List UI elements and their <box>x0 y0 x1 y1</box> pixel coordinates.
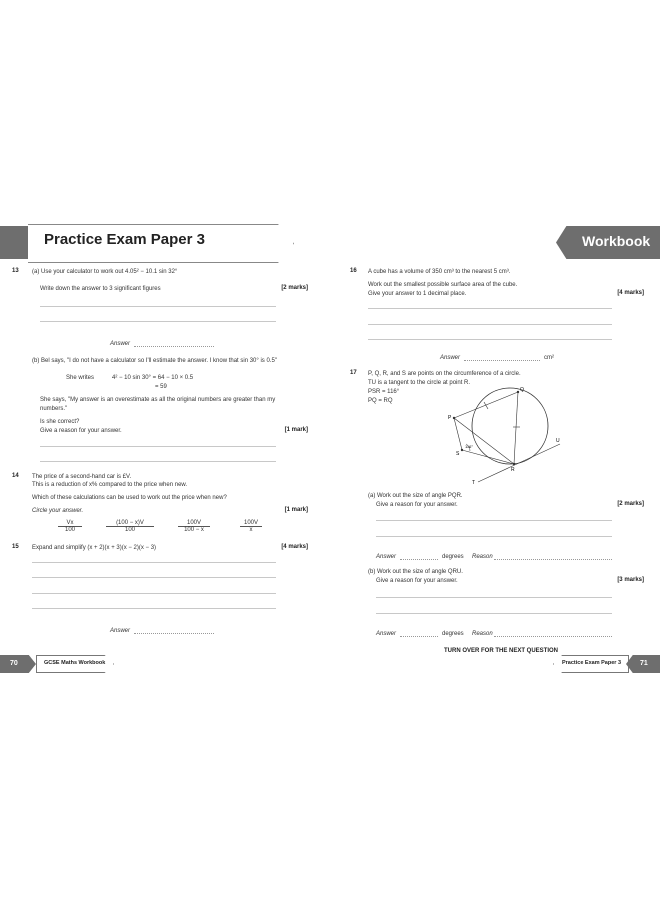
q15-marks: [4 marks] <box>281 544 308 550</box>
q13a-instruction: Write down the answer to 3 significant figures <box>40 286 161 292</box>
q17-line2: TU is a tangent to the circle at point R. <box>368 380 471 386</box>
answer-line[interactable] <box>40 461 276 462</box>
q17b-prompt: (b) Work out the size of angle QRU. <box>368 569 463 575</box>
q17b-marks: [3 marks] <box>617 577 644 583</box>
option-numerator: (100 − x)V <box>106 520 154 527</box>
q14-line1: The price of a second-hand car is £V. <box>32 474 132 480</box>
q13b-calc-line2: = 59 <box>155 384 167 390</box>
answer-line[interactable] <box>40 321 276 322</box>
q17-line3: PSR = 116° <box>368 389 400 395</box>
q13b-marks: [1 mark] <box>284 427 308 433</box>
q13b-reason-prompt: Give a reason for your answer. <box>40 428 122 434</box>
q14-instruction: Circle your answer. <box>32 508 84 514</box>
answer-unit: cm² <box>544 355 554 361</box>
q14-option-3[interactable] <box>178 520 210 533</box>
answer-line[interactable] <box>40 446 276 447</box>
answer-field[interactable] <box>400 559 438 560</box>
option-numerator: 100V <box>178 520 210 527</box>
label-r: R <box>511 467 515 473</box>
answer-field[interactable] <box>134 346 214 347</box>
answer-label: Answer <box>110 628 131 634</box>
reason-label: Reason <box>472 554 493 560</box>
option-numerator: Vx <box>58 520 82 527</box>
label-s: S <box>456 451 460 457</box>
option-denominator: 100 − x <box>184 527 204 533</box>
q13b-calc-line1: 4² − 10 sin 30° = 64 − 10 × 0.5 <box>112 375 194 381</box>
q13a-prompt: (a) Use your calculator to work out 4.05² − 10.1 sin 32° <box>32 269 178 275</box>
answer-label: Answer <box>440 355 461 361</box>
q15-prompt: Expand and simplify (x + 2)(x + 3)(x − 2)(x − 3) <box>32 545 157 551</box>
page-number-tab <box>0 655 36 673</box>
answer-field[interactable] <box>464 360 540 361</box>
q17a-prompt: (a) Work out the size of angle PQR. <box>368 493 463 499</box>
q17a-marks: [2 marks] <box>617 501 644 507</box>
angle-label: 116° <box>465 444 473 449</box>
q14-marks: [1 mark] <box>284 507 308 513</box>
answer-line[interactable] <box>32 608 276 609</box>
label-q: Q <box>520 387 524 393</box>
question-number: 17 <box>350 370 357 376</box>
page-title: Practice Exam Paper 3 <box>44 231 205 248</box>
option-denominator: 100 <box>64 527 75 533</box>
q13b-says-line2: numbers." <box>40 406 68 412</box>
answer-label: Answer <box>376 631 397 637</box>
answer-line[interactable] <box>40 306 276 307</box>
degrees-label: degrees <box>442 554 464 560</box>
q13a-marks: [2 marks] <box>281 285 308 291</box>
q17-line4: PQ = RQ <box>368 398 393 404</box>
q13b-says-line1: She says, "My answer is an overestimate as all the original numbers are greater than my <box>40 397 276 403</box>
degrees-label: degrees <box>442 631 464 637</box>
q16-marks: [4 marks] <box>617 290 644 296</box>
q14-line2: This is a reduction of x% compared to the price when new. <box>32 482 188 488</box>
q13b-prompt: (b) Bel says, "I do not have a calculator so I'll estimate the answer. I know that sin 30° is 0.5" <box>32 358 277 364</box>
label-t: T <box>472 480 476 486</box>
option-denominator: x <box>249 527 253 533</box>
turn-over-notice: TURN OVER FOR THE NEXT QUESTION <box>444 648 559 654</box>
answer-field[interactable] <box>400 636 438 637</box>
answer-line[interactable] <box>368 308 612 309</box>
q16-line3: Give your answer to 1 decimal place. <box>368 291 467 297</box>
question-number: 15 <box>12 544 19 550</box>
answer-line[interactable] <box>376 597 612 598</box>
question-number: 16 <box>350 268 357 274</box>
circle-diagram <box>448 382 564 486</box>
footer-label: GCSE Maths Workbook <box>44 660 106 666</box>
q13b-question: Is she correct? <box>40 419 80 425</box>
workbook-label: Workbook <box>582 233 651 249</box>
option-denominator: 100 <box>124 527 135 533</box>
q17b-reason-prompt: Give a reason for your answer. <box>376 578 458 584</box>
answer-line[interactable] <box>32 562 276 563</box>
answer-line[interactable] <box>32 593 276 594</box>
answer-label: Answer <box>110 341 131 347</box>
label-u: U <box>556 438 560 444</box>
answer-line[interactable] <box>32 577 276 578</box>
reason-field[interactable] <box>494 559 612 560</box>
q13b-writes: She writes <box>66 375 95 381</box>
answer-line[interactable] <box>376 520 612 521</box>
question-number: 14 <box>12 473 19 479</box>
question-number: 13 <box>12 268 19 274</box>
reason-field[interactable] <box>494 636 612 637</box>
answer-line[interactable] <box>368 324 612 325</box>
footer-label: Practice Exam Paper 3 <box>562 660 622 666</box>
answer-line[interactable] <box>368 339 612 340</box>
answer-line[interactable] <box>376 613 612 614</box>
page-number: 70 <box>10 660 18 667</box>
q16-line2: Work out the smallest possible surface area of the cube. <box>368 282 518 288</box>
answer-field[interactable] <box>134 633 214 634</box>
q17a-reason-prompt: Give a reason for your answer. <box>376 502 458 508</box>
answer-label: Answer <box>376 554 397 560</box>
q14-line3: Which of these calculations can be used to work out the price when new? <box>32 495 227 501</box>
q14-option-1[interactable] <box>58 520 82 533</box>
answer-line[interactable] <box>376 536 612 537</box>
q16-line1: A cube has a volume of 350 cm³ to the nearest 5 cm³. <box>368 269 511 275</box>
page-number: 71 <box>640 660 648 667</box>
q14-option-4[interactable] <box>240 520 262 533</box>
reason-label: Reason <box>472 631 493 637</box>
label-p: P <box>448 415 452 421</box>
q17-line1: P, Q, R, and S are points on the circumference of a circle. <box>368 371 521 377</box>
option-numerator: 100V <box>240 520 262 527</box>
q14-option-2[interactable] <box>106 520 154 533</box>
